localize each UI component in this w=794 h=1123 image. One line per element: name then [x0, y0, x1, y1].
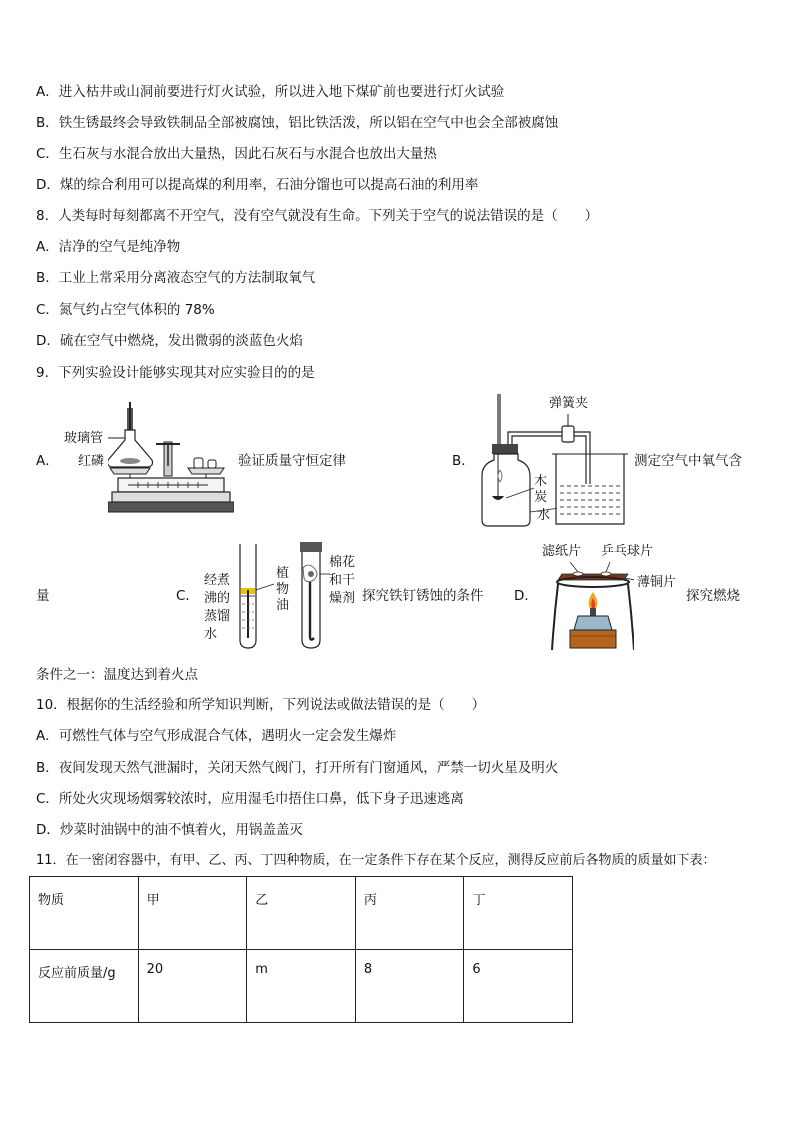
- glass-tube-label: 玻璃管: [64, 431, 104, 446]
- q8-option-b: B．工业上常采用分离液态空气的方法制取氧气: [36, 270, 316, 286]
- water-label-b: 水: [537, 508, 551, 523]
- balance-flask-figure: [108, 400, 234, 520]
- q10-option-a: A．可燃性气体与空气形成混合气体，遇明火一定会发生爆炸: [36, 728, 397, 744]
- copper-sheet-label: 薄铜片: [637, 575, 677, 590]
- q8-option-c: C．氮气约占空气体积的 78%: [36, 302, 215, 318]
- q7-option-a: A．进入枯井或山洞前要进行灯火试验，所以进入地下煤矿前也要进行灯火试验: [36, 84, 505, 100]
- q9-d-letter: D．: [514, 588, 538, 604]
- q9-b-letter: B．: [452, 453, 475, 469]
- spring-clip-label: 弹簧夹: [549, 396, 589, 411]
- q11-stem: 11．在一密闭容器中，有甲、乙、丙、丁四种物质，在一定条件下存在某个反应，测得反应前后各物质的质量如下表：: [36, 853, 716, 868]
- q7-option-c: C．生石灰与水混合放出大量热，因此石灰石与水混合也放出大量热: [36, 146, 437, 162]
- q10-option-b: B．夜间发现天然气泄漏时，关闭天然气阀门，打开所有门窗通风，严禁一切火星及明火: [36, 760, 559, 776]
- red-phosphorus-label: 红磷: [78, 454, 105, 469]
- table-cell: m: [247, 950, 356, 1023]
- q9-c-letter: C．: [176, 588, 199, 604]
- q9-d-purpose: 探究燃烧: [686, 588, 740, 604]
- q9-c-purpose: 探究铁钉锈蚀的条件: [362, 588, 484, 604]
- q10-option-c: C．所处火灾现场烟雾较浓时，应用湿毛巾捂住口鼻，低下身子迅速逃离: [36, 791, 464, 807]
- q8-option-d: D．硫在空气中燃烧，发出微弱的淡蓝色火焰: [36, 333, 303, 349]
- q7-option-b: B．铁生锈最终会导致铁制品全部被腐蚀，铝比铁活泼，所以铝在空气中也会全部被腐蚀: [36, 115, 559, 131]
- boiled-water-label: 经煮沸的蒸馏水: [204, 573, 231, 642]
- cotton-desiccant-label: 棉花和干燥剂: [329, 555, 356, 606]
- test-tubes-figure: [236, 540, 332, 652]
- pingpong-label: 乒乓球片: [601, 544, 654, 559]
- q9-a-purpose: 验证质量守恒定律: [238, 453, 346, 469]
- q9-b-purpose-cont: 量: [36, 588, 50, 604]
- bottle-beaker-figure: [478, 392, 628, 528]
- table-header-cell: 丁: [464, 877, 573, 950]
- q10-stem: 10．根据你的生活经验和所学知识判断，下列说法或做法错误的是（ ）: [36, 697, 486, 713]
- q9-d-purpose-cont: 条件之一：温度达到着火点: [36, 667, 198, 683]
- table-cell: 8: [355, 950, 464, 1023]
- q8-option-a: A．洁净的空气是纯净物: [36, 239, 181, 255]
- table-cell: 反应前质量/g: [30, 950, 139, 1023]
- q7-option-d: D．煤的综合利用可以提高煤的利用率，石油分馏也可以提高石油的利用率: [36, 177, 479, 193]
- q10-option-d: D．炒菜时油锅中的油不慎着火，用锅盖盖灭: [36, 822, 303, 838]
- q8-stem: 8．人类每时每刻都离不开空气，没有空气就没有生命。下列关于空气的说法错误的是（ ）: [36, 208, 599, 224]
- tripod-burner-figure: [548, 558, 634, 652]
- filter-paper-label: 滤纸片: [542, 544, 582, 559]
- q9-b-purpose: 测定空气中氧气含: [634, 453, 742, 469]
- q9-a-letter: A．: [36, 453, 59, 469]
- table-header-cell: 物质: [30, 877, 139, 950]
- table-header-cell: 丙: [355, 877, 464, 950]
- table-header-cell: 乙: [247, 877, 356, 950]
- charcoal-label: 木炭: [534, 474, 548, 505]
- table-row: [30, 950, 573, 1023]
- table-cell: 20: [138, 950, 247, 1023]
- veg-oil-label: 植物油: [276, 566, 290, 613]
- table-header-cell: 甲: [138, 877, 247, 950]
- table-cell: 6: [464, 950, 573, 1023]
- table-header-row: [30, 877, 573, 950]
- q9-stem: 9．下列实验设计能够实现其对应实验目的的是: [36, 365, 315, 381]
- mass-table: [29, 876, 573, 1023]
